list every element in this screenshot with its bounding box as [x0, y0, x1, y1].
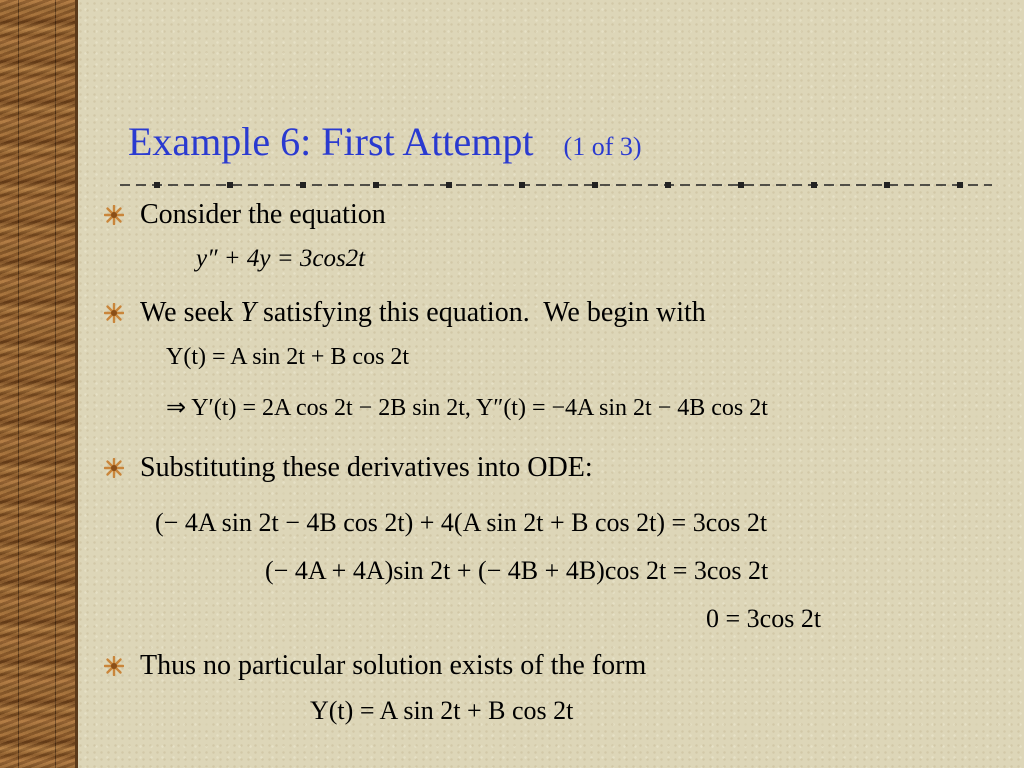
- slide-title: [128, 118, 642, 165]
- equation-substituted: [155, 508, 767, 538]
- bullet-text: Substituting these derivatives into ODE:: [140, 452, 593, 483]
- decorative-wood-border: [0, 0, 75, 768]
- equation-form: [310, 696, 573, 726]
- bullet-consider: [104, 200, 386, 230]
- equation-text: ⇒ Y′(t) = 2A cos 2t − 2B sin 2t, Y″(t) = −4A sin 2t − 4B cos 2t: [166, 395, 768, 421]
- equation-ode: [196, 245, 365, 273]
- bullet-star-icon: [104, 656, 124, 676]
- equation-text: Y(t) = A sin 2t + B cos 2t: [166, 344, 410, 370]
- bullet-thus: [104, 651, 646, 681]
- equation-text: y″ + 4y = 3cos2t: [196, 245, 366, 272]
- title-divider: [120, 178, 992, 192]
- border-edge: [75, 0, 78, 768]
- equation-contradiction: [706, 604, 821, 634]
- slide-title-text: Example 6: First Attempt: [128, 119, 534, 164]
- equation-text: (− 4A + 4A)sin 2t + (− 4B + 4B)cos 2t = 3cos 2t: [265, 556, 769, 585]
- bullet-substituting: [104, 453, 593, 483]
- equation-derivatives: [166, 393, 768, 422]
- bullet-seek: [104, 298, 706, 328]
- bullet-text: Consider the equation: [140, 199, 386, 230]
- bullet-text-pre: We seek: [140, 297, 241, 328]
- equation-collected: [265, 556, 768, 586]
- bullet-text: Thus no particular solution exists of the form: [140, 650, 647, 681]
- equation-text: Y(t) = A sin 2t + B cos 2t: [310, 696, 574, 725]
- equation-text: (− 4A sin 2t − 4B cos 2t) + 4(A sin 2t + B cos 2t) = 3cos 2t: [155, 508, 768, 537]
- bullet-star-icon: [104, 458, 124, 478]
- equation-text: 0 = 3cos 2t: [706, 604, 822, 633]
- bullet-text-var: Y: [240, 297, 256, 328]
- slide-subtitle: (1 of 3): [563, 132, 642, 161]
- bullet-star-icon: [104, 303, 124, 323]
- equation-guess: [166, 344, 409, 371]
- bullet-star-icon: [104, 205, 124, 225]
- bullet-text-post: satisfying this equation. We begin with: [255, 297, 706, 328]
